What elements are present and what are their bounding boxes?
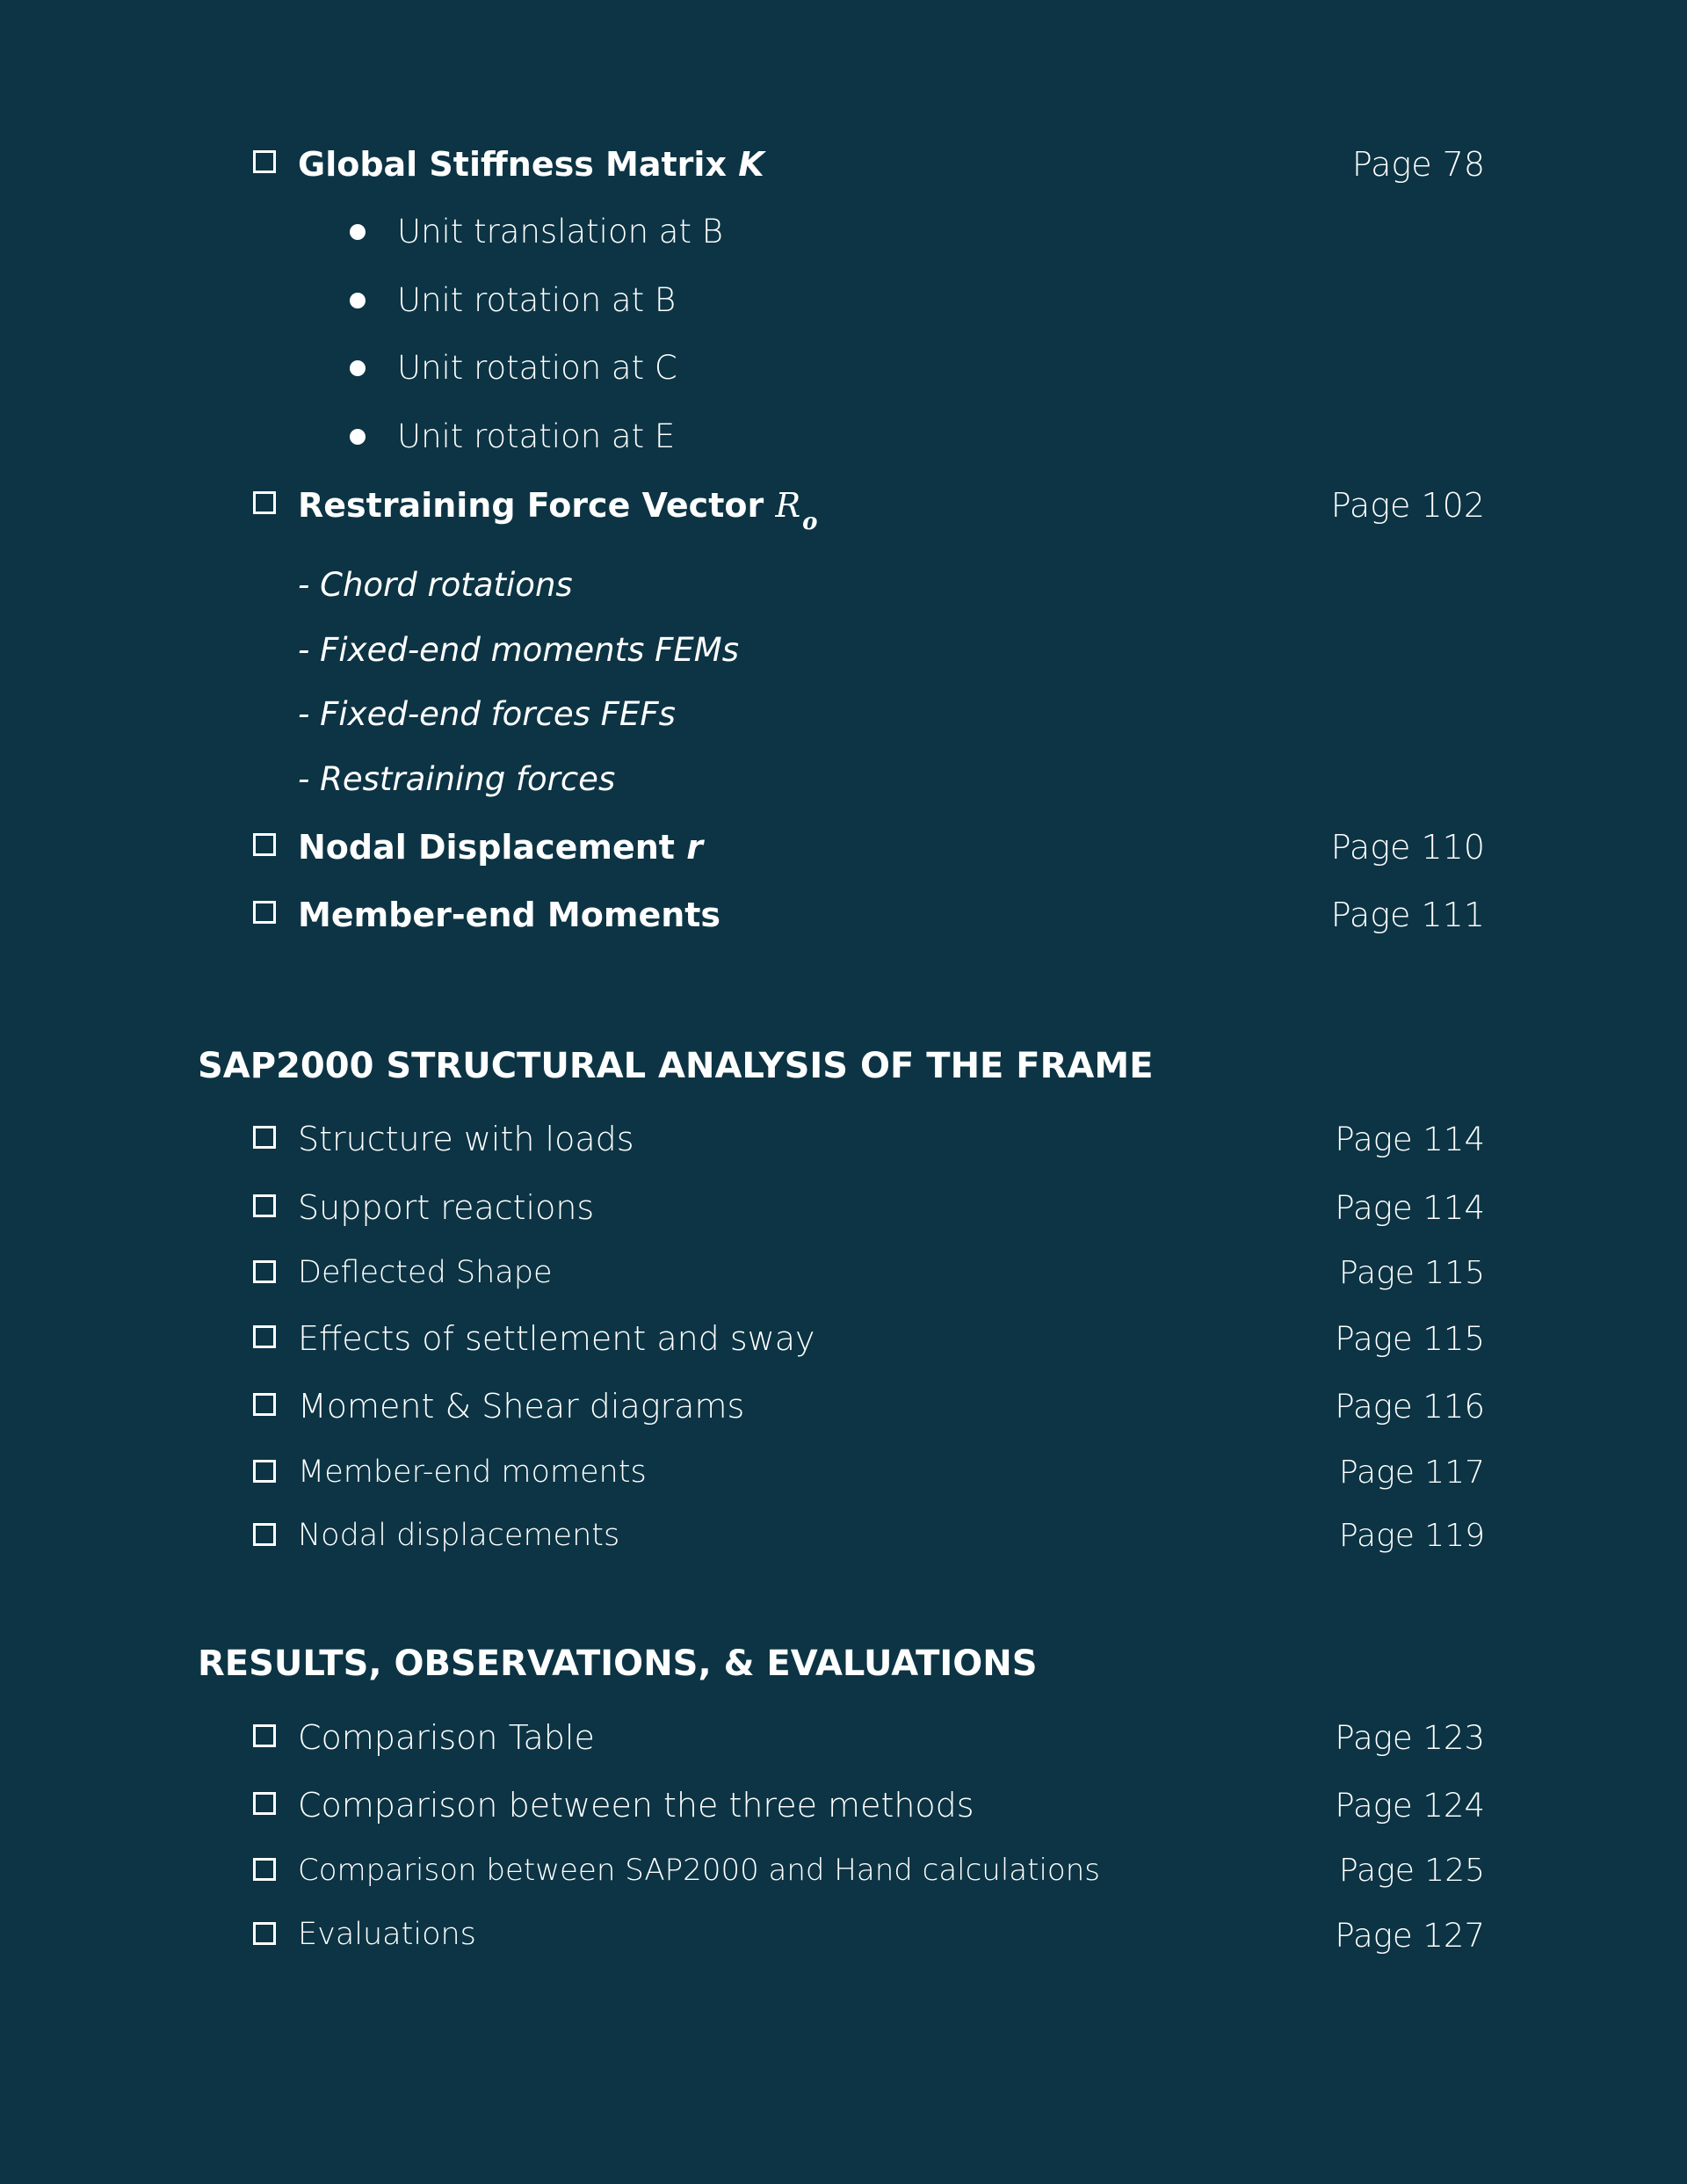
- toc-item-page: Page 78: [1351, 145, 1485, 184]
- toc-item-nodal-displacement[interactable]: [0, 819, 1687, 872]
- toc-item-page: Page 117: [1338, 1455, 1485, 1491]
- toc-item-label: Nodal Displacement r: [298, 828, 703, 867]
- vector-symbol: R: [775, 486, 801, 525]
- toc-item-page: Page 114: [1335, 1189, 1485, 1227]
- toc-subitem-label: - Restraining forces: [298, 760, 616, 798]
- toc-item-label: Deflected Shape: [298, 1255, 553, 1290]
- toc-item-global-stiffness-matrix[interactable]: [0, 136, 1687, 189]
- toc-item-page: Page 102: [1330, 486, 1485, 525]
- toc-item[interactable]: [0, 1246, 1687, 1299]
- toc-item-label: Effects of settlement and sway: [298, 1319, 815, 1358]
- toc-item-page: Page 114: [1335, 1121, 1485, 1158]
- checkbox-icon[interactable]: [253, 1260, 276, 1283]
- toc-item-page: Page 111: [1330, 896, 1485, 934]
- toc-bullet-label: Unit translation at B: [397, 213, 723, 250]
- checkbox-icon[interactable]: [253, 1460, 276, 1483]
- toc-subitem-label: - Chord rotations: [298, 566, 573, 604]
- toc-bullet: [0, 273, 1687, 326]
- bullet-icon: [350, 224, 366, 240]
- toc-item-label: Structure with loads: [298, 1120, 634, 1158]
- section-heading-results: RESULTS, OBSERVATIONS, & EVALUATIONS: [198, 1643, 1038, 1684]
- toc-item-page: Page 115: [1335, 1320, 1485, 1358]
- checkbox-icon[interactable]: [253, 1194, 276, 1217]
- toc-item-label: Comparison between SAP2000 and Hand calculations: [298, 1853, 1100, 1888]
- toc-bullet-label: Unit rotation at B: [397, 281, 677, 319]
- toc-item-label: Evaluations: [298, 1917, 476, 1952]
- toc-item-label: Nodal displacements: [298, 1518, 620, 1553]
- checkbox-icon[interactable]: [253, 1858, 276, 1881]
- toc-item-label: Support reactions: [298, 1188, 595, 1227]
- section-heading-sap2000: SAP2000 STRUCTURAL ANALYSIS OF THE FRAME: [198, 1046, 1154, 1086]
- toc-bullet: [0, 205, 1687, 258]
- checkbox-icon[interactable]: [253, 1792, 276, 1815]
- checkbox-icon[interactable]: [253, 1724, 276, 1747]
- toc-item-page: Page 125: [1338, 1853, 1485, 1889]
- toc-item-label: Member-end moments: [298, 1455, 647, 1490]
- checkbox-icon[interactable]: [253, 833, 276, 856]
- toc-item-page: Page 124: [1335, 1787, 1485, 1825]
- toc-item-label: Comparison Table: [298, 1718, 595, 1757]
- toc-item[interactable]: [0, 1710, 1687, 1763]
- toc-bullet-label: Unit rotation at C: [397, 349, 677, 387]
- toc-item[interactable]: [0, 1311, 1687, 1364]
- toc-item-label: Member-end Moments: [298, 896, 721, 934]
- checkbox-icon[interactable]: [253, 1922, 276, 1945]
- checkbox-icon[interactable]: [253, 901, 276, 924]
- matrix-symbol: K: [738, 145, 764, 184]
- checkbox-icon[interactable]: [253, 1523, 276, 1546]
- toc-item-page: Page 115: [1338, 1255, 1485, 1291]
- toc-subitem: [0, 558, 1687, 611]
- checkbox-icon[interactable]: [253, 1393, 276, 1416]
- checkbox-icon[interactable]: [253, 1126, 276, 1149]
- toc-subitem: [0, 623, 1687, 676]
- toc-item-member-end-moments[interactable]: [0, 887, 1687, 940]
- toc-subitem-label: - Fixed-end forces FEFs: [298, 695, 676, 733]
- checkbox-icon[interactable]: [253, 1325, 276, 1348]
- toc-item-page: Page 116: [1335, 1388, 1485, 1426]
- toc-item-label: Global Stiffness Matrix K: [298, 145, 764, 184]
- toc-item[interactable]: [0, 1112, 1687, 1165]
- toc-item[interactable]: [0, 1509, 1687, 1562]
- checkbox-icon[interactable]: [253, 491, 276, 514]
- toc-item-page: Page 127: [1335, 1917, 1485, 1955]
- toc-item-page: Page 123: [1335, 1719, 1485, 1757]
- toc-item[interactable]: [0, 1844, 1687, 1897]
- toc-item[interactable]: [0, 1446, 1687, 1498]
- checkbox-icon[interactable]: [253, 150, 276, 173]
- toc-item[interactable]: [0, 1180, 1687, 1233]
- toc-item-page: Page 119: [1338, 1518, 1485, 1554]
- toc-subitem: [0, 687, 1687, 740]
- toc-item-label: Restraining Force Vector $R_o$: [298, 486, 818, 535]
- toc-item-restraining-force-vector[interactable]: [0, 477, 1687, 535]
- toc-bullet: [0, 341, 1687, 394]
- bullet-icon: [350, 429, 366, 445]
- toc-subitem-label: - Fixed-end moments FEMs: [298, 631, 739, 669]
- toc-item-page: Page 110: [1330, 828, 1485, 867]
- toc-item-label: Comparison between the three methods: [298, 1786, 974, 1825]
- vector-subscript: o: [802, 509, 818, 535]
- displacement-symbol: r: [686, 828, 703, 867]
- bullet-icon: [350, 293, 366, 308]
- bullet-icon: [350, 360, 366, 376]
- toc-item[interactable]: [0, 1778, 1687, 1831]
- toc-item[interactable]: [0, 1908, 1687, 1961]
- toc-subitem: [0, 752, 1687, 805]
- toc-bullet-label: Unit rotation at E: [397, 417, 676, 455]
- toc-item-label: Moment & Shear diagrams: [298, 1387, 745, 1426]
- toc-bullet: [0, 410, 1687, 462]
- toc-item[interactable]: [0, 1379, 1687, 1432]
